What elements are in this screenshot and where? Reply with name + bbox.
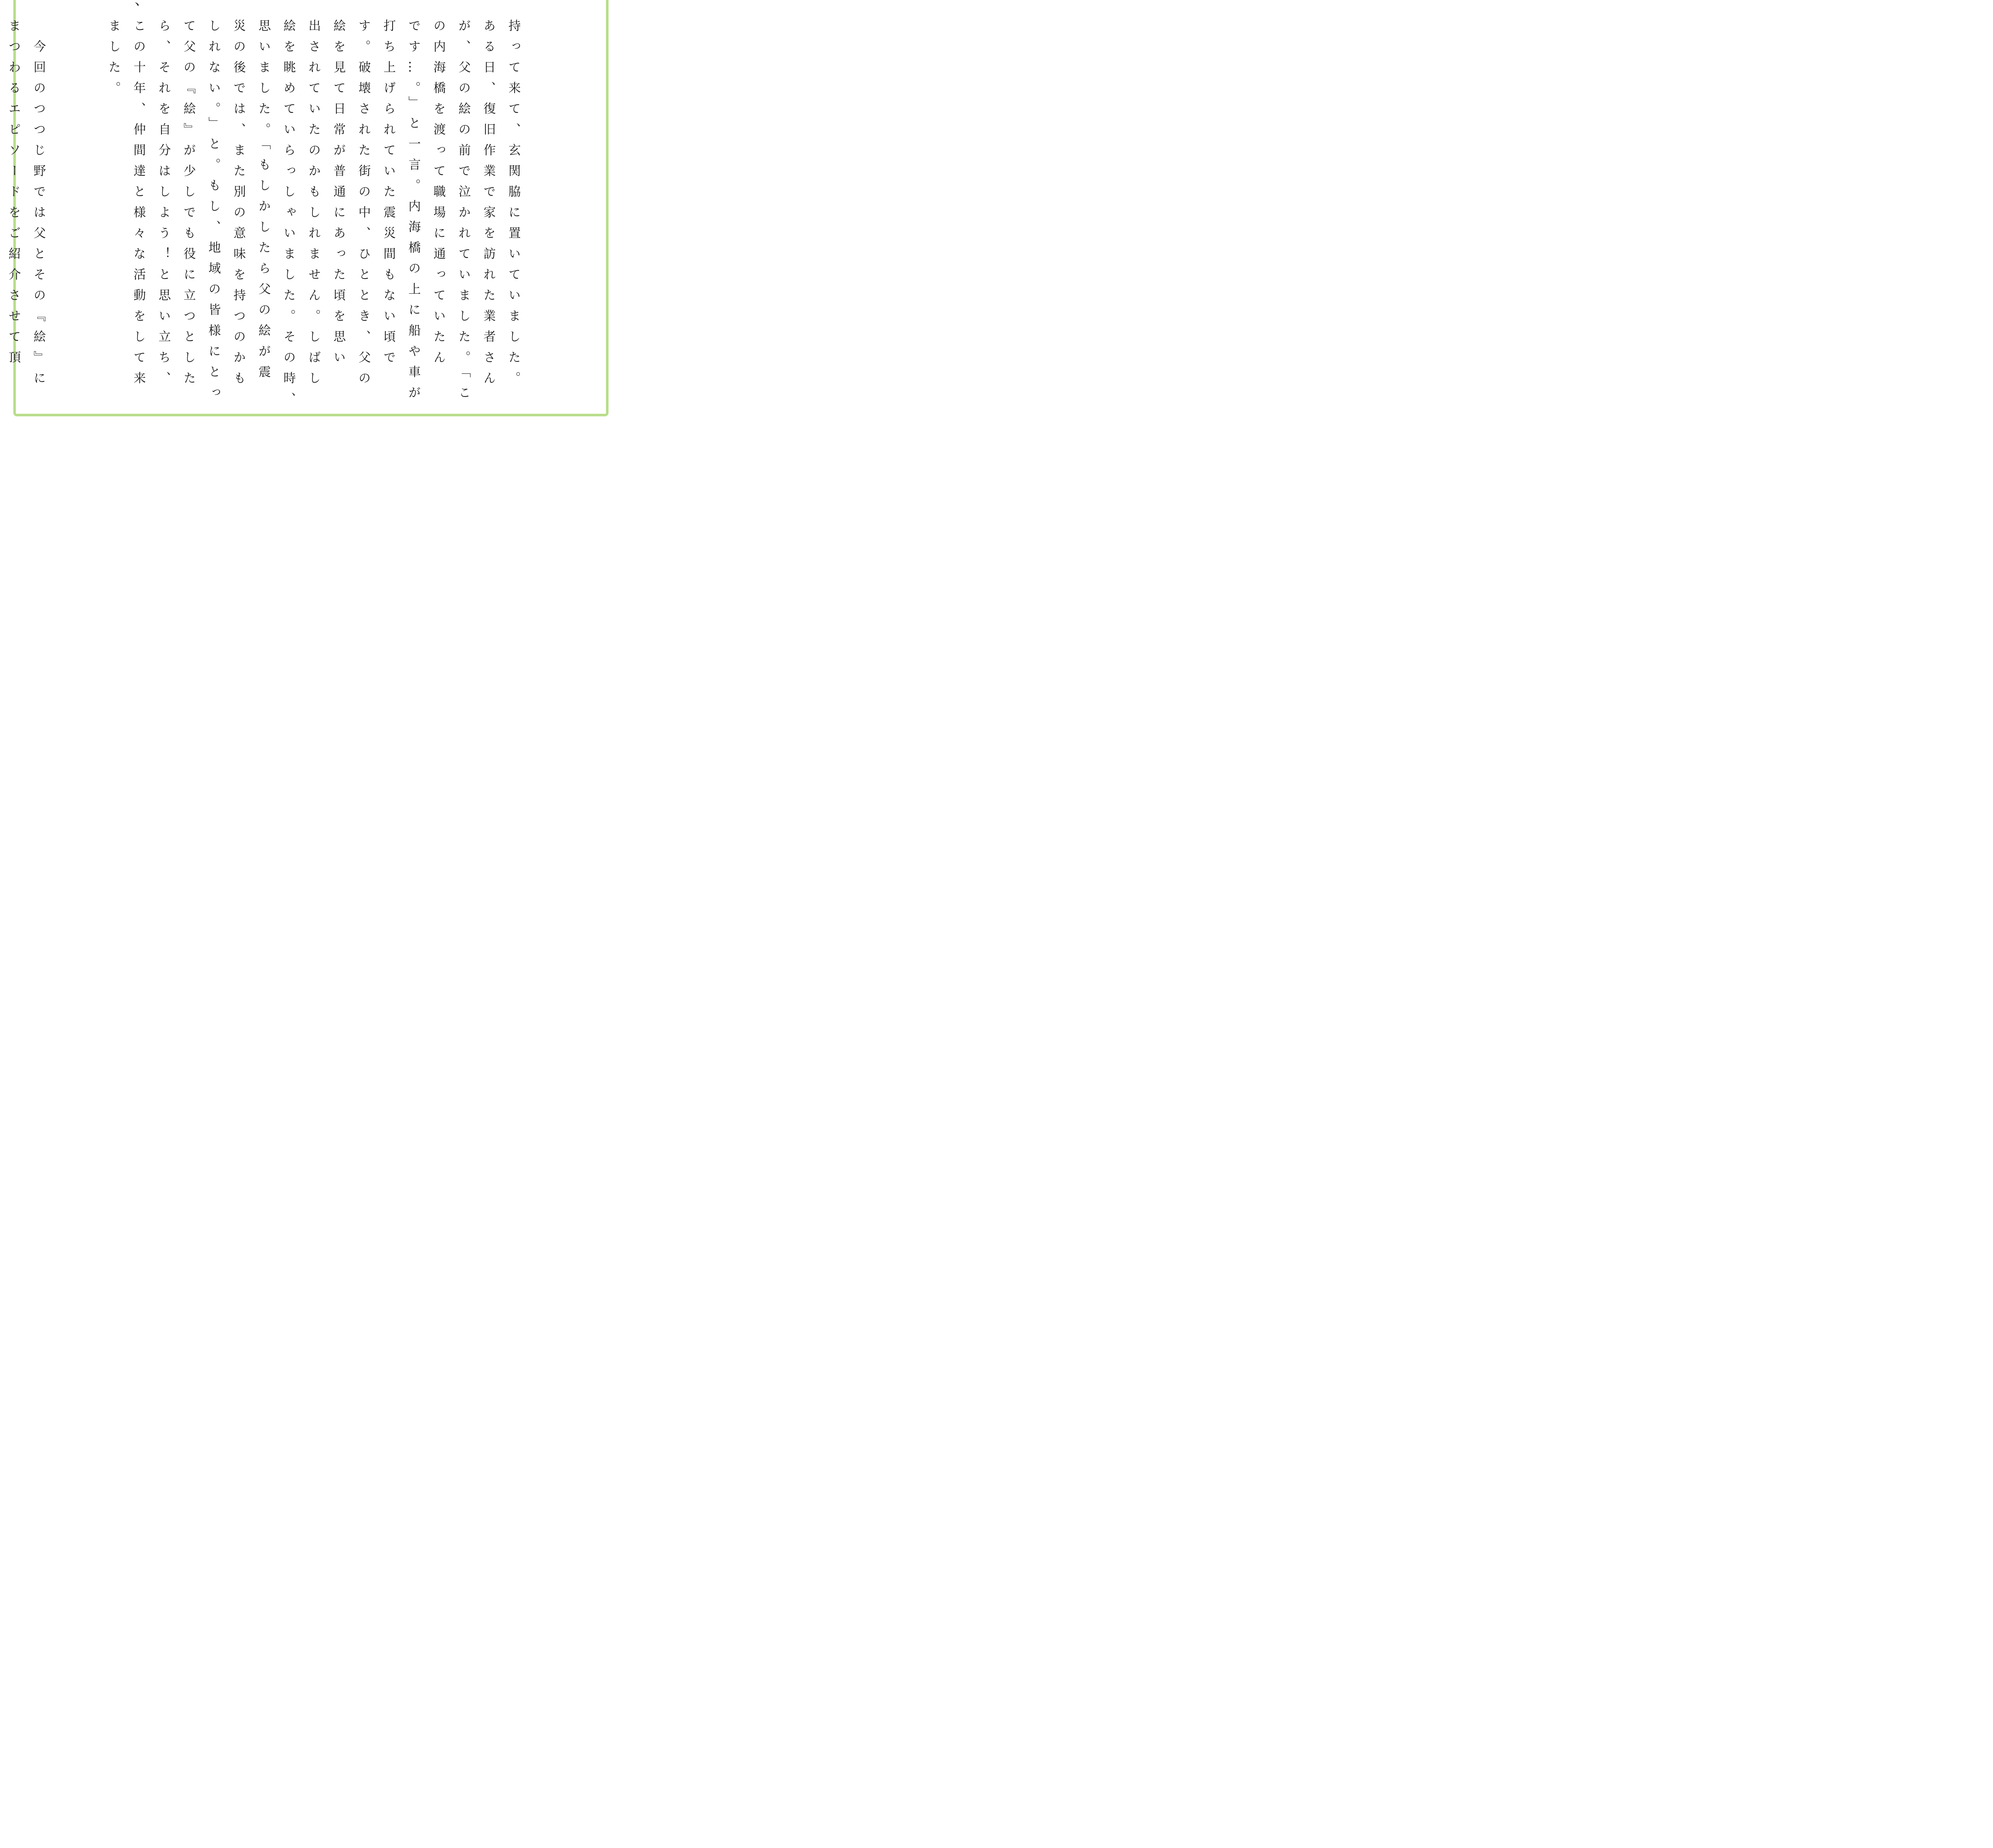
paragraph-1: 持って来て、玄関脇に置いていました。 ある日、復旧作業で家を訪れた業者さん が、父の絵の前で泣かれていました。「こ の内海橋を渡って職場に通っていたん です…。」と一言。内海橋の上に船や車が 打ち上げられていた震災間もない頃で す。破壊された街の中、ひととき、父の 絵を見て日常が普通にあった頃を思い 出されていたのかもしれません。しばし 絵を眺めていらっしゃいました。その時、 思いました。「もしかしたら父の絵が震 災の後では、また別の意味を持つのかも しれない。」と。もし、地域の皆様にとっ て父の『絵』が少しでも役に立つとした ら、それを自分はしよう！と思い立ち、 この十年、仲間達と様々な活動をして来 ました。 [106, 19, 521, 413]
stray-comma-mark: 、 [135, 0, 148, 8]
vertical-text-body [0, 19, 576, 413]
paragraph-2: 今回のつつじ野では父とその『絵』に まつわるエピソードをご紹介させて頂 [6, 19, 46, 392]
